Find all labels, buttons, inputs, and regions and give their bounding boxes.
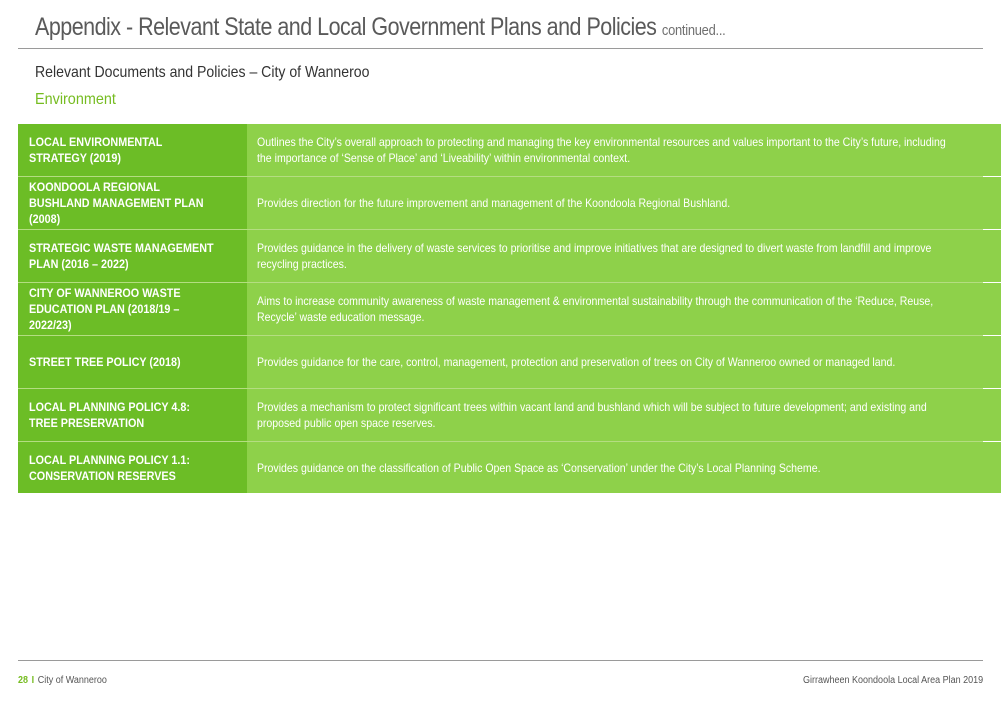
policy-name-cell (18, 336, 247, 388)
policy-description: Provides guidance on the classification of Public Open Space as ‘Conservation’ under the City’s Local Planning Scheme. (257, 460, 821, 475)
policy-description-cell (247, 389, 1001, 441)
page-title (35, 10, 725, 48)
policy-name: STREET TREE POLICY (2018) (29, 355, 181, 369)
policy-description: Provides guidance in the delivery of waste services to prioritise and improve initiatives that are designed to divert waste from landfill and improve recycling practices. (257, 241, 932, 271)
policy-description: Provides direction for the future improvement and management of the Koondoola Regional Bushland. (257, 196, 731, 210)
policy-name: CITY OF WANNEROO WASTE EDUCATION PLAN (2018/19 – 2022/23) (29, 286, 181, 332)
table-row (18, 442, 983, 493)
footer-document-title: Girrawheen Koondoola Local Area Plan 2019 (802, 675, 983, 686)
table-row (18, 389, 983, 442)
policy-description: Aims to increase community awareness of waste management & environmental sustainability through the communication of the ‘Reduce, Reuse, Recycle’ waste education message. (257, 294, 934, 324)
policy-name: LOCAL PLANNING POLICY 1.1: CONSERVATION RESERVES (29, 452, 191, 483)
policy-description: Provides a mechanism to protect significant trees within vacant land and bushland which will be subject to future development; and existing and proposed public open space reserves. (257, 400, 927, 430)
subsection-heading: Environment (35, 91, 116, 108)
policy-name-cell (18, 177, 247, 229)
policy-description-cell (247, 283, 1001, 335)
table-row (18, 336, 983, 389)
page-title-text: Appendix - Relevant State and Local Government Plans and Policies (35, 13, 657, 41)
footer-divider (18, 660, 983, 661)
continued-label: continued... (661, 22, 726, 39)
policy-description-cell (247, 442, 1001, 493)
footer-organisation: City of Wanneroo (37, 675, 107, 686)
table-row (18, 283, 983, 336)
footer-separator: I (31, 675, 35, 686)
policy-description-cell (247, 336, 1001, 388)
policy-name-cell (18, 442, 247, 493)
policy-description-cell (247, 124, 1001, 176)
policy-description: Outlines the City’s overall approach to protecting and managing the key environmental resources and values important to the City’s future, including the importance of ‘Sense of Place’ and ‘Liveability’ within environmental context. (257, 135, 946, 165)
table-row (18, 124, 983, 177)
policy-table (18, 124, 983, 493)
page-number: 28 (18, 675, 29, 686)
policy-name-cell (18, 124, 247, 176)
policy-name: STRATEGIC WASTE MANAGEMENT PLAN (2016 – 2022) (29, 241, 214, 271)
policy-name: LOCAL PLANNING POLICY 4.8: TREE PRESERVATION (29, 400, 191, 430)
policy-name: KOONDOOLA REGIONAL BUSHLAND MANAGEMENT PLAN (2008) (29, 180, 204, 226)
title-divider (18, 48, 983, 49)
footer-left (18, 675, 107, 687)
policy-description: Provides guidance for the care, control, management, protection and preservation of trees on City of Wanneroo owned or managed land. (257, 355, 896, 369)
table-row (18, 230, 983, 283)
policy-name-cell (18, 230, 247, 282)
policy-description-cell (247, 177, 1001, 229)
table-row (18, 177, 983, 230)
policy-description-cell (247, 230, 1001, 282)
policy-name: LOCAL ENVIRONMENTAL STRATEGY (2019) (29, 135, 163, 165)
policy-name-cell (18, 283, 247, 335)
policy-name-cell (18, 389, 247, 441)
section-heading: Relevant Documents and Policies – City of Wanneroo (35, 64, 370, 81)
